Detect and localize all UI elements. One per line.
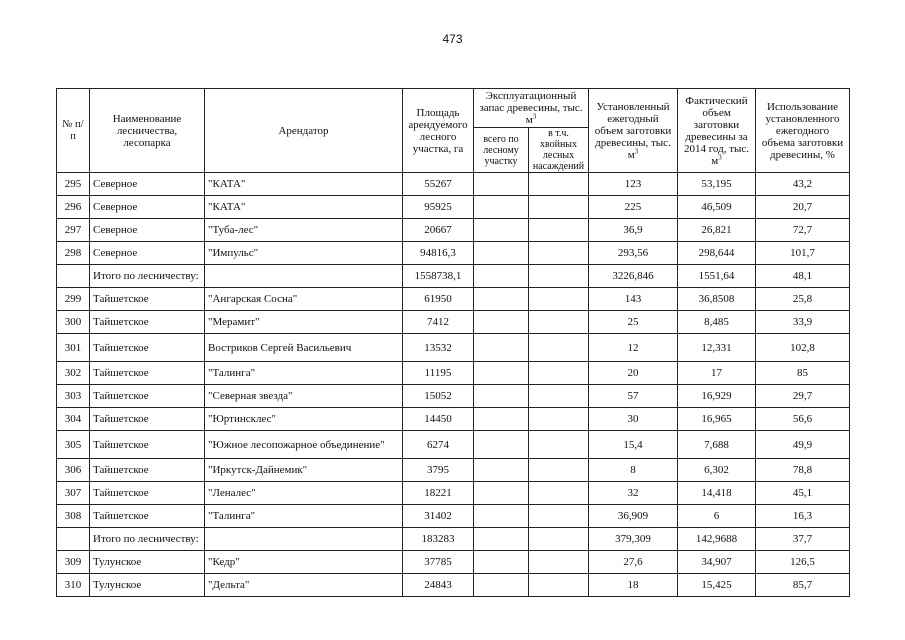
cell-stock-conif [529,242,589,265]
cell-actual: 142,9688 [678,528,756,551]
cell-stock-conif [529,459,589,482]
cell-tenant [205,528,403,551]
cell-usage: 25,8 [756,288,850,311]
table-body [57,173,850,597]
cell-stock-total [474,265,529,288]
cell-stock-total [474,288,529,311]
cell-forestry: Тайшетское [90,385,205,408]
cell-area: 183283 [403,528,474,551]
cell-num: 300 [57,311,90,334]
cell-stock-total [474,173,529,196]
cell-actual: 17 [678,362,756,385]
cell-forestry: Тайшетское [90,482,205,505]
cell-stock-total [474,196,529,219]
cell-forestry: Тайшетское [90,408,205,431]
header-stock-total: всего по лесному участку [474,128,529,173]
cell-area: 95925 [403,196,474,219]
table-row [57,196,850,219]
cell-stock-conif [529,196,589,219]
table-row [57,431,850,459]
cell-tenant: "КАТА" [205,173,403,196]
cell-tenant: "Импульс" [205,242,403,265]
cell-annual: 36,9 [589,219,678,242]
cell-num: 310 [57,574,90,597]
cell-stock-conif [529,219,589,242]
cell-tenant: "Кедр" [205,551,403,574]
cell-usage: 85 [756,362,850,385]
cell-stock-conif [529,173,589,196]
header-annual-sup: 3 [634,146,639,155]
cell-usage: 29,7 [756,385,850,408]
cell-annual: 36,909 [589,505,678,528]
cell-forestry: Тайшетское [90,334,205,362]
cell-stock-conif [529,265,589,288]
cell-usage: 101,7 [756,242,850,265]
cell-num: 305 [57,431,90,459]
cell-tenant: "Талинга" [205,505,403,528]
cell-num: 297 [57,219,90,242]
cell-actual: 8,485 [678,311,756,334]
cell-annual: 225 [589,196,678,219]
table-row [57,288,850,311]
cell-stock-total [474,408,529,431]
cell-stock-conif [529,288,589,311]
cell-tenant: "Дельта" [205,574,403,597]
cell-actual: 15,425 [678,574,756,597]
cell-stock-total [474,482,529,505]
cell-area: 1558738,1 [403,265,474,288]
cell-stock-conif [529,385,589,408]
cell-num: 309 [57,551,90,574]
table-row [57,551,850,574]
cell-stock-conif [529,311,589,334]
cell-actual: 1551,64 [678,265,756,288]
cell-num: 307 [57,482,90,505]
header-num: № п/п [57,89,90,173]
cell-stock-conif [529,574,589,597]
cell-stock-total [474,459,529,482]
cell-usage: 33,9 [756,311,850,334]
cell-forestry: Тайшетское [90,288,205,311]
cell-area: 24843 [403,574,474,597]
cell-tenant: "Северная звезда" [205,385,403,408]
cell-area: 31402 [403,505,474,528]
cell-usage: 20,7 [756,196,850,219]
cell-stock-total [474,528,529,551]
cell-num: 298 [57,242,90,265]
cell-num: 306 [57,459,90,482]
table-row [57,482,850,505]
cell-area: 11195 [403,362,474,385]
cell-forestry: Тайшетское [90,431,205,459]
cell-usage: 45,1 [756,482,850,505]
cell-num [57,265,90,288]
header-stock-text: Эксплуатационный запас древесины, тыс. м [479,90,583,126]
cell-annual: 27,6 [589,551,678,574]
table-row [57,574,850,597]
cell-usage: 72,7 [756,219,850,242]
header-actual-sup: 3 [718,152,722,161]
cell-annual: 143 [589,288,678,311]
cell-stock-total [474,362,529,385]
cell-forestry: Тулунское [90,551,205,574]
cell-usage: 78,8 [756,459,850,482]
cell-forestry: Северное [90,173,205,196]
cell-annual: 18 [589,574,678,597]
header-actual [678,89,756,173]
header-actual-text: Фактический объем заготовки древесины за 2014 год, тыс. м [683,94,750,167]
cell-actual: 298,644 [678,242,756,265]
cell-annual: 25 [589,311,678,334]
table-row [57,219,850,242]
cell-stock-conif [529,362,589,385]
cell-forestry: Северное [90,219,205,242]
cell-annual: 20 [589,362,678,385]
table-row [57,408,850,431]
cell-actual: 16,929 [678,385,756,408]
cell-forestry: Северное [90,242,205,265]
cell-usage: 49,9 [756,431,850,459]
cell-area: 61950 [403,288,474,311]
cell-stock-total [474,431,529,459]
cell-forestry: Тайшетское [90,505,205,528]
header-stock-sup: 3 [532,112,537,121]
subtotal-row [57,265,850,288]
cell-num: 308 [57,505,90,528]
cell-num: 296 [57,196,90,219]
table-row [57,242,850,265]
cell-usage: 37,7 [756,528,850,551]
forest-lease-table [56,88,850,597]
cell-actual: 53,195 [678,173,756,196]
table-row [57,385,850,408]
cell-stock-conif [529,431,589,459]
cell-actual: 12,331 [678,334,756,362]
cell-num: 302 [57,362,90,385]
cell-stock-total [474,505,529,528]
cell-area: 18221 [403,482,474,505]
cell-actual: 16,965 [678,408,756,431]
cell-actual: 36,8508 [678,288,756,311]
cell-tenant: "Иркутск-Дайнемик" [205,459,403,482]
cell-annual: 30 [589,408,678,431]
table-header [57,89,850,173]
cell-tenant: "Талинга" [205,362,403,385]
cell-stock-total [474,219,529,242]
cell-usage: 126,5 [756,551,850,574]
table-row [57,362,850,385]
cell-usage: 56,6 [756,408,850,431]
cell-area: 20667 [403,219,474,242]
header-annual [589,89,678,173]
header-usage: Использование установленного ежегодного объема заготовки древесины, % [756,89,850,173]
cell-num: 295 [57,173,90,196]
cell-usage: 43,2 [756,173,850,196]
cell-stock-conif [529,551,589,574]
cell-stock-conif [529,528,589,551]
cell-area: 14450 [403,408,474,431]
cell-forestry: Итого по лесничеству: [90,265,205,288]
cell-annual: 32 [589,482,678,505]
cell-tenant: "КАТА" [205,196,403,219]
cell-actual: 6 [678,505,756,528]
header-stock [474,89,589,128]
cell-annual: 293,56 [589,242,678,265]
table-row [57,311,850,334]
cell-forestry: Тулунское [90,574,205,597]
cell-annual: 3226,846 [589,265,678,288]
cell-tenant: "Мерамит" [205,311,403,334]
cell-area: 7412 [403,311,474,334]
cell-area: 6274 [403,431,474,459]
cell-tenant: Востриков Сергей Васильевич [205,334,403,362]
cell-annual: 12 [589,334,678,362]
cell-num: 301 [57,334,90,362]
cell-forestry: Тайшетское [90,311,205,334]
cell-tenant: "Туба-лес" [205,219,403,242]
cell-forestry: Итого по лесничеству: [90,528,205,551]
cell-usage: 102,8 [756,334,850,362]
cell-usage: 48,1 [756,265,850,288]
cell-actual: 6,302 [678,459,756,482]
cell-annual: 379,309 [589,528,678,551]
cell-num: 304 [57,408,90,431]
cell-stock-total [474,385,529,408]
cell-area: 3795 [403,459,474,482]
page-number: 473 [442,32,463,46]
table-row [57,505,850,528]
cell-stock-conif [529,505,589,528]
cell-tenant: "Юртинсклес" [205,408,403,431]
cell-usage: 16,3 [756,505,850,528]
cell-area: 13532 [403,334,474,362]
header-area: Площадь арендуемого лесного участка, га [403,89,474,173]
cell-num [57,528,90,551]
cell-tenant: "Южное лесопожарное объединение" [205,431,403,459]
cell-annual: 123 [589,173,678,196]
table-row [57,459,850,482]
cell-usage: 85,7 [756,574,850,597]
header-forestry: Наименование лесничества, лесопарка [90,89,205,173]
cell-area: 37785 [403,551,474,574]
table-row [57,334,850,362]
header-annual-text: Установленный ежегодный объем заготовки древесины, тыс. м [594,100,672,161]
cell-forestry: Северное [90,196,205,219]
cell-annual: 57 [589,385,678,408]
cell-stock-conif [529,408,589,431]
cell-forestry: Тайшетское [90,362,205,385]
cell-area: 55267 [403,173,474,196]
cell-forestry: Тайшетское [90,459,205,482]
cell-tenant [205,265,403,288]
cell-area: 15052 [403,385,474,408]
cell-tenant: "Леналес" [205,482,403,505]
header-stock-conif: в т.ч. хвойных лесных насаждений [529,128,589,173]
cell-stock-total [474,551,529,574]
cell-annual: 8 [589,459,678,482]
cell-actual: 26,821 [678,219,756,242]
cell-stock-total [474,242,529,265]
cell-actual: 34,907 [678,551,756,574]
cell-stock-total [474,334,529,362]
table-row [57,173,850,196]
header-tenant: Арендатор [205,89,403,173]
cell-actual: 46,509 [678,196,756,219]
cell-stock-total [474,574,529,597]
cell-annual: 15,4 [589,431,678,459]
cell-stock-conif [529,334,589,362]
subtotal-row [57,528,850,551]
cell-stock-total [474,311,529,334]
cell-area: 94816,3 [403,242,474,265]
cell-num: 299 [57,288,90,311]
cell-num: 303 [57,385,90,408]
cell-tenant: "Ангарская Сосна" [205,288,403,311]
cell-actual: 14,418 [678,482,756,505]
cell-actual: 7,688 [678,431,756,459]
cell-stock-conif [529,482,589,505]
